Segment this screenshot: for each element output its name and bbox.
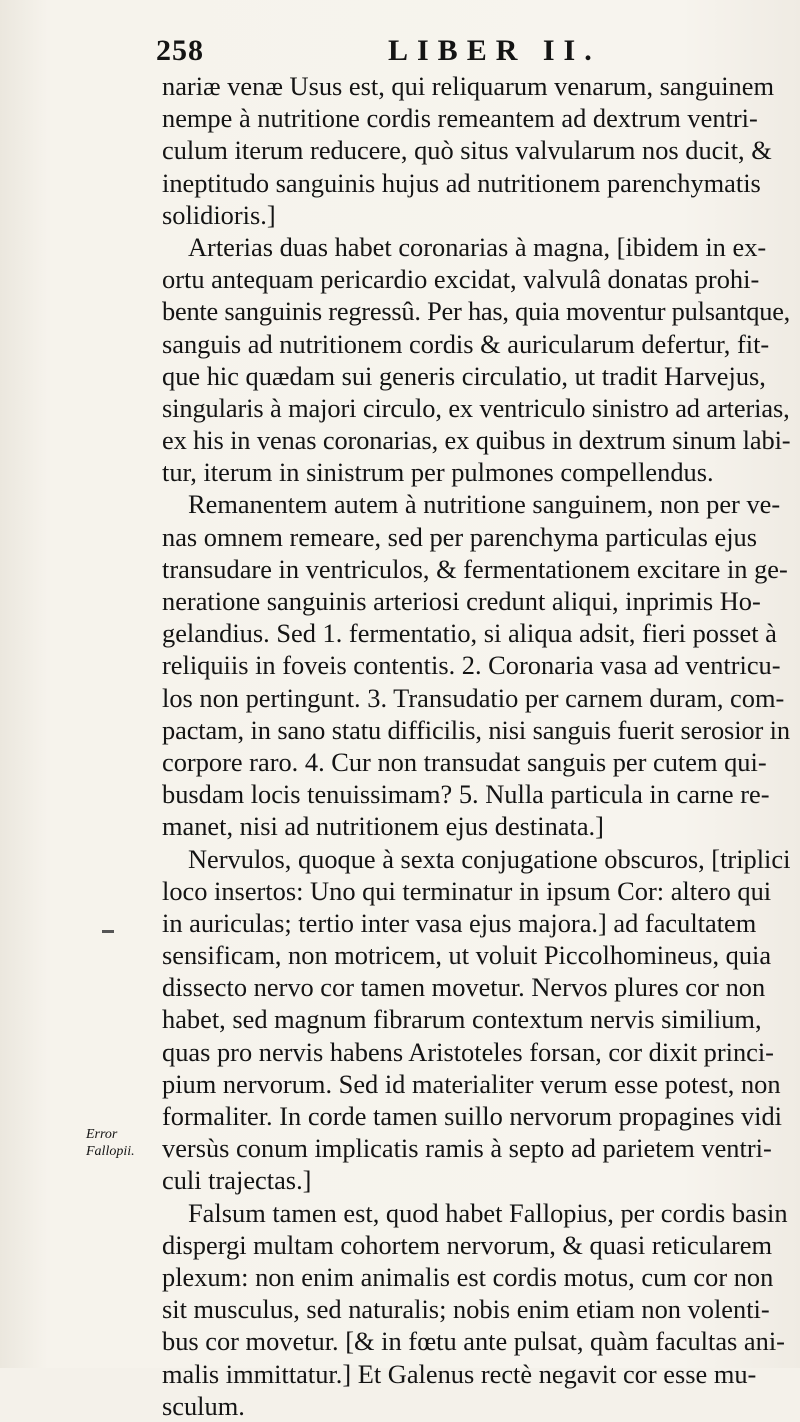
- text-line: loco insertos: Uno qui terminatur in ipsum Cor: altero qui: [162, 875, 772, 906]
- text-line: sculum.: [162, 1390, 245, 1421]
- body-text: [162, 70, 790, 1422]
- text-line: corpore raro. 4. Cur non transudat sanguis per cutem qui-: [162, 746, 767, 777]
- text-line: culi trajectas.]: [162, 1165, 312, 1196]
- text-line: malis immittatur.] Et Galenus rectè negavit cor esse mu-: [162, 1358, 757, 1389]
- margin-note-line: Fallopii.: [86, 1144, 135, 1159]
- text-line: ineptitudo sanguinis hujus ad nutritionem parenchymatis: [162, 167, 761, 198]
- text-line: los non pertingunt. 3. Transudatio per carnem duram, com-: [162, 682, 785, 713]
- text-line: bus cor movetur. [& in fœtu ante pulsat, quàm facultas ani-: [162, 1326, 785, 1357]
- margin-dash-mark: [102, 930, 114, 933]
- text-line: solidioris.]: [162, 199, 276, 230]
- text-line: Arterias duas habet coronarias à magna, [ibidem in ex-: [188, 231, 767, 262]
- text-line: pactam, in sano statu difficilis, nisi sanguis fuerit serosior in: [162, 714, 790, 745]
- page-header: [150, 30, 770, 70]
- text-line: dissecto nervo cor tamen movetur. Nervos plures cor non: [162, 972, 766, 1003]
- text-line: in auriculas; tertio inter vasa ejus majora.] ad facultatem: [162, 907, 757, 938]
- running-title: LIBER II.: [388, 34, 601, 67]
- text-line: nas omnem remeare, sed per parenchyma particulas ejus: [162, 521, 758, 552]
- text-line: quas pro nervis habens Aristoteles forsan, cor dixit princi-: [162, 1036, 774, 1067]
- text-line: sit musculus, sed naturalis; nobis enim etiam non volenti-: [162, 1294, 770, 1325]
- text-line: dispergi multam cohortem nervorum, & quasi reticularem: [162, 1229, 772, 1260]
- text-line: culum iterum reducere, quò situs valvularum nos ducit, &: [162, 135, 772, 166]
- text-line: versùs conum implicatis ramis à septo ad parietem ventri-: [162, 1133, 772, 1164]
- text-line: manet, nisi ad nutritionem ejus destinata.]: [162, 811, 604, 842]
- text-line: Nervulos, quoque à sexta conjugatione obscuros, [triplici: [188, 843, 791, 874]
- margin-note: [86, 1126, 156, 1160]
- text-line: Remanentem autem à nutritione sanguinem, non per ve-: [188, 489, 781, 520]
- text-line: bente sanguinis regressû. Per has, quia moventur pulsantque,: [162, 296, 791, 327]
- text-line: que hic quædam sui generis circulatio, ut tradit Harvejus,: [162, 360, 766, 391]
- text-line: ortu antequam pericardio excidat, valvulâ donatas prohi-: [162, 264, 760, 295]
- margin-note-line: Error: [86, 1127, 118, 1142]
- text-line: plexum: non enim animalis est cordis motus, cum cor non: [162, 1261, 774, 1292]
- text-line: formaliter. In corde tamen suillo nervorum propagines vidi: [162, 1101, 783, 1131]
- text-line: ex his in venas coronarias, ex quibus in dextrum sinum labi-: [162, 425, 791, 456]
- text-line: sensificam, non motricem, ut voluit Piccolhomineus, quia: [162, 940, 772, 971]
- text-line: neratione sanguinis arteriosi credunt aliqui, inprimis Ho-: [162, 586, 761, 616]
- text-line: tur, iterum in sinistrum per pulmones compellendus.: [162, 457, 714, 488]
- text-line: busdam locis tenuissimam? 5. Nulla particula in carne re-: [162, 779, 770, 810]
- text-line: nariæ venæ Usus est, qui reliquarum venarum, sanguinem: [162, 71, 774, 101]
- text-line: singularis à majori circulo, ex ventriculo sinistro ad arterias,: [162, 392, 790, 423]
- text-line: transudare in ventriculos, & fermentationem excitare in ge-: [162, 553, 788, 584]
- text-line: reliquiis in foveis contentis. 2. Coronaria vasa ad ventricu-: [162, 650, 781, 681]
- text-line: Falsum tamen est, quod habet Fallopius, per cordis basin: [188, 1197, 788, 1228]
- text-line: habet, sed magnum fibrarum contextum nervis similium,: [162, 1004, 762, 1035]
- text-line: sanguis ad nutritionem cordis & auricularum defertur, fit-: [162, 328, 770, 359]
- page-number: 258: [156, 34, 204, 67]
- text-line: gelandius. Sed 1. fermentatio, si aliqua adsit, fieri posset à: [162, 618, 777, 649]
- text-line: nempe à nutritione cordis remeantem ad dextrum ventri-: [162, 103, 758, 134]
- text-line: pium nervorum. Sed id materialiter verum esse potest, non: [162, 1068, 781, 1099]
